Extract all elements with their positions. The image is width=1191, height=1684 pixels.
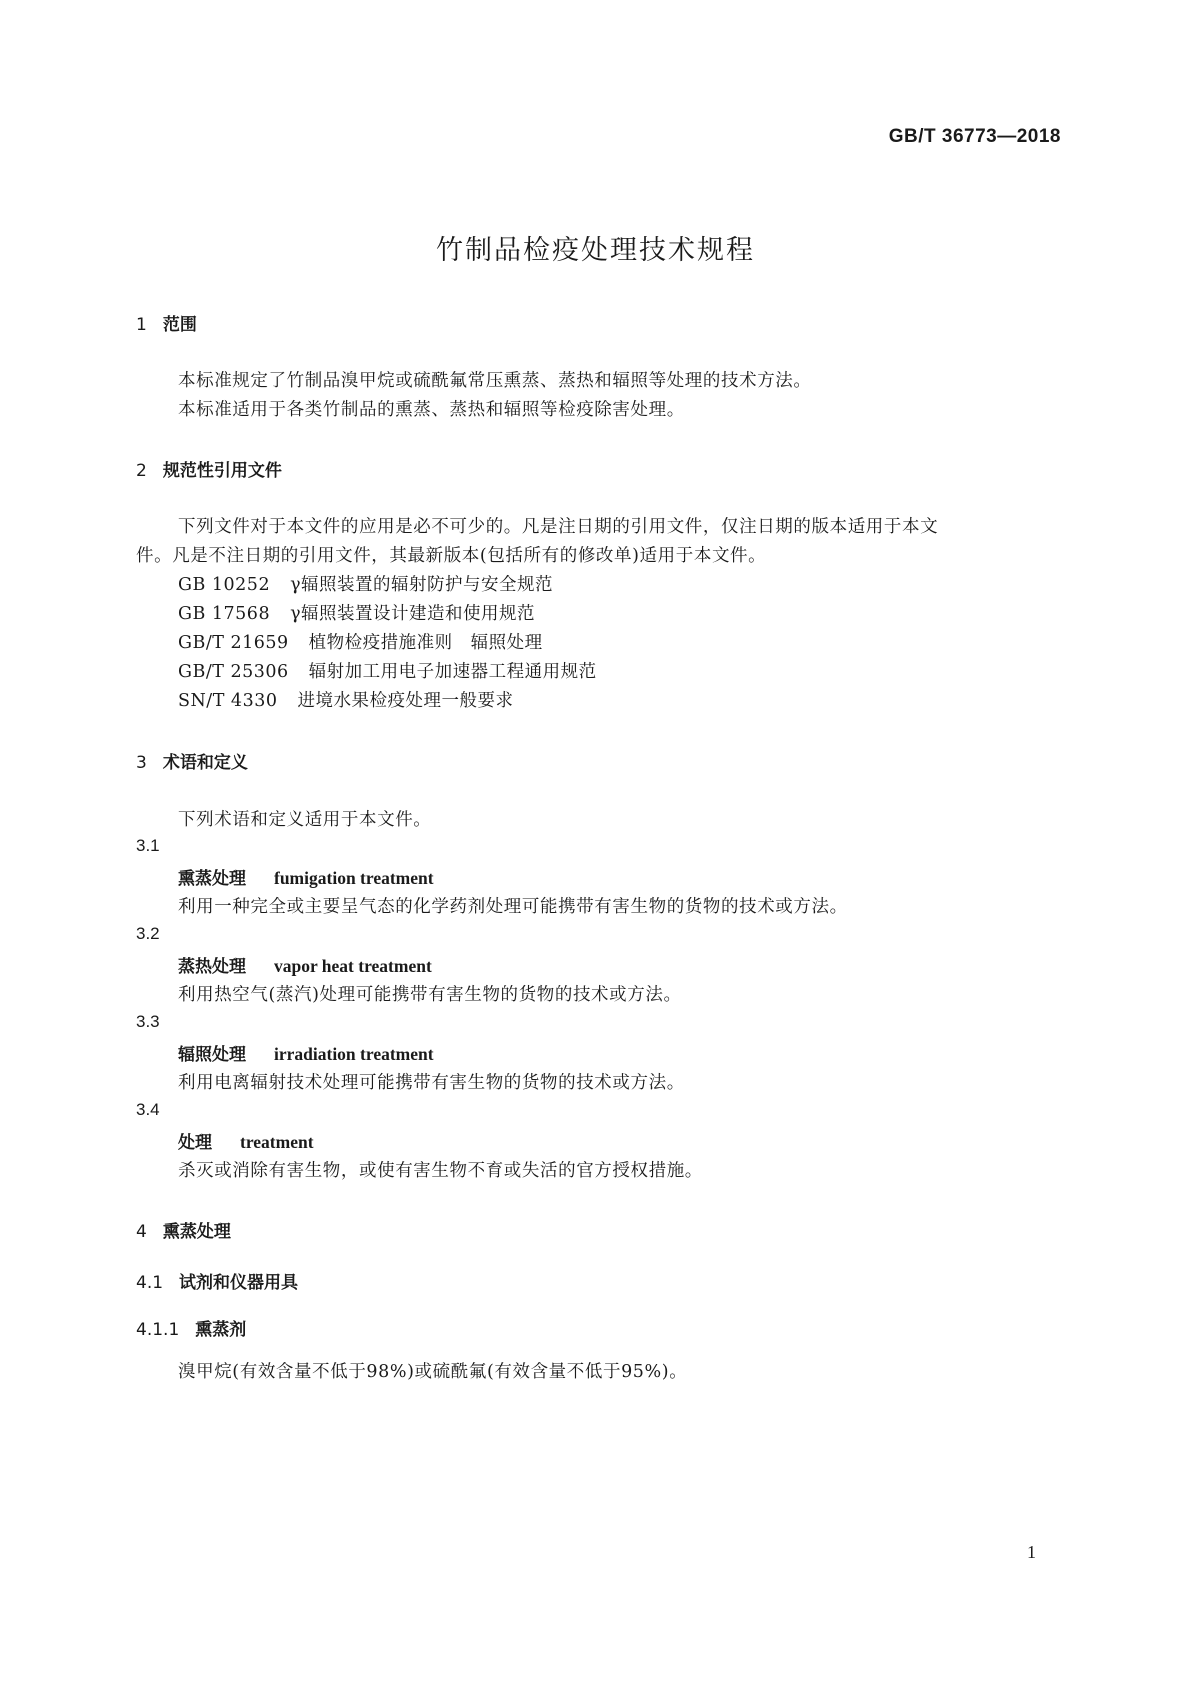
term-en: vapor heat treatment [274, 956, 432, 976]
section-title: 术语和定义 [162, 753, 248, 773]
section-number: 3 [136, 753, 147, 773]
section-title: 规范性引用文件 [162, 461, 282, 481]
term-heading [178, 864, 434, 889]
reference-code: GB 10252 [178, 575, 271, 595]
term-zh: 处理 [178, 1133, 212, 1153]
section-title: 范围 [162, 315, 197, 335]
reference-item [178, 600, 535, 625]
paragraph: 下列文件对于本文件的应用是必不可少的。凡是注日期的引用文件，仅注日期的版本适用于本文 [178, 517, 939, 537]
reference-name: γ辐照装置的辐射防护与安全规范 [290, 575, 554, 595]
paragraph: 溴甲烷(有效含量不低于98%)或硫酰氟(有效含量不低于95%)。 [178, 1362, 688, 1382]
reference-name: γ辐照装置设计建造和使用规范 [290, 604, 536, 624]
reference-item [178, 571, 553, 596]
paragraph: 本标准适用于各类竹制品的熏蒸、蒸热和辐照等检疫除害处理。 [178, 400, 685, 420]
section-number: 4 [136, 1222, 147, 1242]
document-title: 竹制品检疫处理技术规程 [436, 235, 755, 266]
reference-code: SN/T 4330 [178, 691, 278, 711]
subsection-number: 4.1 [136, 1273, 164, 1293]
term-heading [178, 952, 432, 977]
reference-name: 植物检疫措施准则 辐照处理 [308, 633, 543, 653]
reference-code: GB 17568 [178, 604, 271, 624]
term-definition: 利用热空气(蒸汽)处理可能携带有害生物的货物的技术或方法。 [178, 985, 682, 1005]
subsection-4-1-1-heading [136, 1315, 246, 1340]
reference-item [178, 687, 513, 712]
reference-name: 辐射加工用电子加速器工程通用规范 [308, 662, 597, 682]
section-1-heading [136, 310, 197, 335]
term-heading [178, 1040, 434, 1065]
term-number: 3.3 [136, 1012, 160, 1031]
term-en: irradiation treatment [274, 1044, 434, 1064]
term-en: fumigation treatment [274, 868, 434, 888]
term-zh: 辐照处理 [178, 1045, 246, 1065]
section-2-heading [136, 456, 282, 481]
reference-item [178, 629, 543, 654]
reference-name: 进境水果检疫处理一般要求 [297, 691, 514, 711]
term-en: treatment [240, 1132, 314, 1152]
paragraph: 本标准规定了竹制品溴甲烷或硫酰氟常压熏蒸、蒸热和辐照等处理的技术方法。 [178, 371, 812, 391]
section-number: 2 [136, 461, 147, 481]
subsection-4-1-heading [136, 1268, 298, 1293]
term-zh: 熏蒸处理 [178, 869, 246, 889]
section-3-heading [136, 748, 248, 773]
term-number: 3.4 [136, 1100, 160, 1119]
subsection-title: 熏蒸剂 [195, 1320, 247, 1340]
reference-item [178, 658, 597, 683]
standard-number: GB/T 36773—2018 [888, 126, 1061, 147]
reference-code: GB/T 25306 [178, 662, 289, 682]
term-number: 3.1 [136, 836, 160, 855]
paragraph: 下列术语和定义适用于本文件。 [178, 810, 432, 830]
term-number: 3.2 [136, 924, 160, 943]
reference-code: GB/T 21659 [178, 633, 289, 653]
subsection-title: 试剂和仪器用具 [179, 1273, 299, 1293]
term-definition: 利用一种完全或主要呈气态的化学药剂处理可能携带有害生物的货物的技术或方法。 [178, 897, 848, 917]
section-title: 熏蒸处理 [162, 1222, 231, 1242]
term-zh: 蒸热处理 [178, 957, 246, 977]
term-definition: 利用电离辐射技术处理可能携带有害生物的货物的技术或方法。 [178, 1073, 685, 1093]
term-heading [178, 1128, 314, 1153]
page-number: 1 [1027, 1542, 1036, 1562]
subsection-number: 4.1.1 [136, 1320, 180, 1340]
section-number: 1 [136, 315, 147, 335]
paragraph: 件。凡是不注日期的引用文件，其最新版本(包括所有的修改单)适用于本文件。 [136, 546, 767, 566]
term-definition: 杀灭或消除有害生物，或使有害生物不育或失活的官方授权措施。 [178, 1161, 703, 1181]
section-4-heading [136, 1217, 231, 1242]
